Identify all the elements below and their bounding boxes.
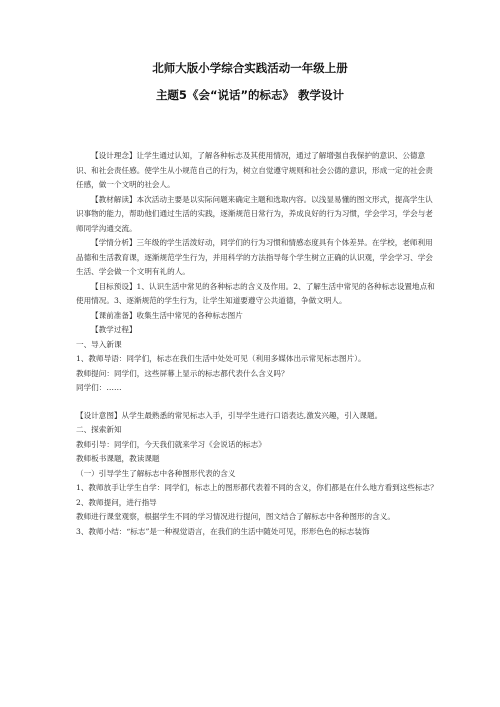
document-body <box>76 149 438 539</box>
paragraph-students-reply: 同学们：…… <box>76 383 122 392</box>
paragraph-summary: 3、教师小结：“标志”是一种视觉语言，在我们的生活中随处可见，形形色色的标志装饰 <box>76 526 370 536</box>
paragraph-self-study: 1、教师放手让学生自学：同学们，标志上的图形都代表着不同的含义，你们都是在什么地方看到这些标志？ <box>76 483 438 492</box>
document-title: 北师大版小学综合实践活动一年级上册 <box>152 61 348 75</box>
subsection-heading-1: （一）引导学生了解标志中各种图形代表的含义 <box>76 468 236 478</box>
paragraph-student-analysis: 【学情分析】三年级的学生活泼好动，同学们的行为习惯和情感态度具有个体差异。在学校，老师利用品德和生活教育课，逐渐规范学生行为，并用科学的方法指导每个学生树立正确的认识观，学会学习、学会生活、学会做一个文明有礼的人。 <box>76 238 433 276</box>
paragraph-teacher-guide: 教师引导：同学们，今天我们就来学习《会说话的标志》 <box>76 439 266 449</box>
paragraph-preparation: 【课前准备】收集生活中常见的各种标志图片 <box>91 310 243 320</box>
paragraph-design-intent: 【设计意图】从学生最熟悉的常见标志入手，引导学生进行口语表达,激发兴趣，引入课题。 <box>76 410 383 420</box>
paragraph-teacher-intro: 1、教师导语：同学们，标志在我们生活中处处可见（利用多媒体出示常见标志图片）。 <box>76 354 366 363</box>
paragraph-guidance: 2、教师提问，进行指导 <box>76 497 157 507</box>
paragraph-teacher-question: 教师提问：同学们，这些屏幕上显示的标志都代表什么含义吗？ <box>76 368 289 378</box>
paragraph-textbook-analysis: 【教材解读】本次活动主要是以实际问题来确定主题和选取内容。以浅显易懂的图文形式，提高学生认识事物的能力，帮助他们通过生活的实践，逐渐规范日常行为，养成良好的行为习惯，学会学习，学会与老师同学沟通交流。 <box>76 194 433 233</box>
paragraph-design-concept: 【设计理念】让学生通过认知，了解各种标志及其使用情况，通过了解增强自我保护的意识、公德意识、和社会责任感。使学生从小规范自己的行为，树立自觉遵守规则和社会公德的意识，形成一定的社会责任感，做一个文明的社会人。 <box>76 151 433 189</box>
spacer <box>76 396 438 409</box>
paragraph-board-title: 教师板书课题，教读课题 <box>76 454 160 463</box>
document-subtitle: 主题5《会“说话”的标志》 教学设计 <box>155 88 345 102</box>
paragraph-objectives: 【目标预设】1、认识生活中常见的各种标志的含义及作用。2、了解生活中常见的各种标志设置地点和使用情况。3、逐渐规范的学生行为，让学生知道要遵守公共道德，争做文明人。 <box>76 281 435 305</box>
paragraph-teaching-process: 【教学过程】 <box>91 325 137 334</box>
section-heading-intro: 一、导入新课 <box>76 339 122 349</box>
section-heading-explore: 二、探索新知 <box>76 425 122 434</box>
paragraph-observation: 教师进行课堂观察，根据学生不同的学习情况进行提问，图文结合了解标志中各种图形的含义。 <box>76 512 395 521</box>
